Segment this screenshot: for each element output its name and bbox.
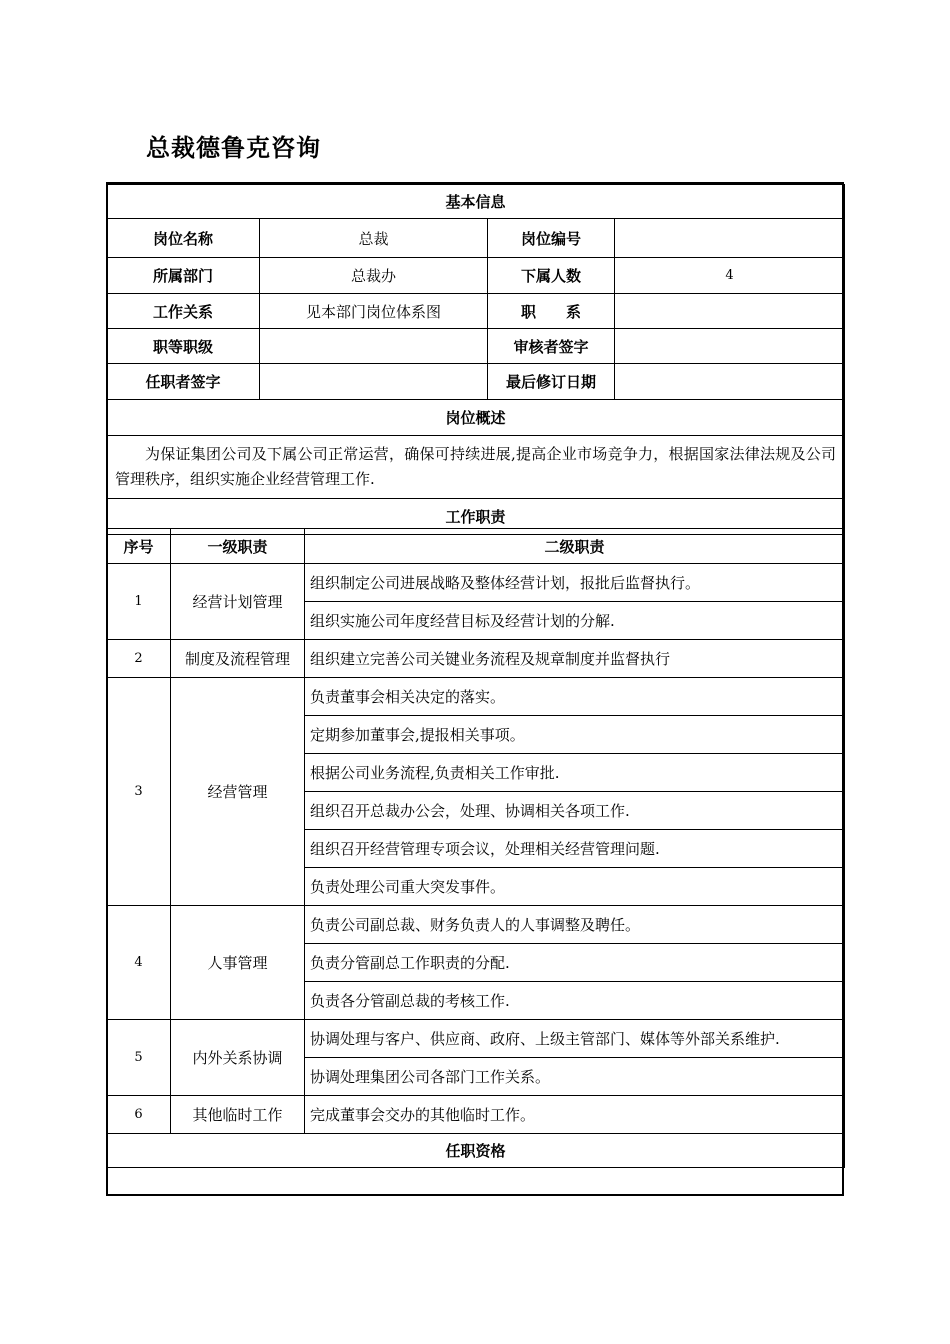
duty-level2: 完成董事会交办的其他临时工作。	[305, 1096, 845, 1134]
basic-info-table	[106, 184, 845, 535]
basic-info-section	[106, 184, 844, 535]
label-job-family: 职 系	[488, 294, 615, 329]
duty-level2: 协调处理集团公司各部门工作关系。	[305, 1058, 845, 1096]
qualification-header: 任职资格	[107, 1134, 845, 1168]
label-holder-signature: 任职者签字	[107, 364, 260, 400]
duty-level2: 负责公司副总裁、财务负责人的人事调整及聘任。	[305, 906, 845, 944]
overview-header: 岗位概述	[107, 400, 845, 436]
duties-table	[106, 528, 845, 1168]
duty-no: 3	[107, 678, 171, 906]
label-subordinates: 下属人数	[488, 258, 615, 294]
duty-level1: 内外关系协调	[171, 1020, 305, 1096]
col-header-no: 序号	[107, 529, 171, 564]
duty-level2: 组织召开经营管理专项会议，处理相关经营管理问题.	[305, 830, 845, 868]
duty-level2: 组织实施公司年度经营目标及经营计划的分解.	[305, 602, 845, 640]
duty-level1: 制度及流程管理	[171, 640, 305, 678]
table-row	[107, 906, 845, 944]
duty-level1: 其他临时工作	[171, 1096, 305, 1134]
value-job-family	[615, 294, 845, 329]
duty-level2: 负责处理公司重大突发事件。	[305, 868, 845, 906]
duties-header: 工作职责	[107, 499, 845, 535]
table-row	[107, 640, 845, 678]
duty-no: 4	[107, 906, 171, 1020]
value-position-name: 总裁	[260, 219, 488, 258]
duty-level2: 负责各分管副总裁的考核工作.	[305, 982, 845, 1020]
overview-text: 为保证集团公司及下属公司正常运营，确保可持续进展,提高企业市场竞争力，根据国家法律法规及公司管理秩序，组织实施企业经营管理工作.	[107, 436, 845, 499]
col-header-level2: 二级职责	[305, 529, 845, 564]
table-row	[107, 1020, 845, 1058]
value-reviewer-signature	[615, 329, 845, 364]
duty-level2: 根据公司业务流程,负责相关工作审批.	[305, 754, 845, 792]
duty-level2: 负责董事会相关决定的落实。	[305, 678, 845, 716]
duty-level2: 定期参加董事会,提报相关事项。	[305, 716, 845, 754]
value-work-relation: 见本部门岗位体系图	[260, 294, 488, 329]
value-department: 总裁办	[260, 258, 488, 294]
label-last-revised: 最后修订日期	[488, 364, 615, 400]
value-last-revised	[615, 364, 845, 400]
label-department: 所属部门	[107, 258, 260, 294]
duty-level1: 人事管理	[171, 906, 305, 1020]
table-row	[107, 564, 845, 602]
duty-level1: 经营计划管理	[171, 564, 305, 640]
value-holder-signature	[260, 364, 488, 400]
duty-level2: 组织建立完善公司关键业务流程及规章制度并监督执行	[305, 640, 845, 678]
table-row	[107, 1096, 845, 1134]
page-title: 总裁德鲁克咨询	[146, 134, 321, 162]
label-reviewer-signature: 审核者签字	[488, 329, 615, 364]
duty-level1: 经营管理	[171, 678, 305, 906]
duty-no: 2	[107, 640, 171, 678]
duty-level2: 协调处理与客户、供应商、政府、上级主管部门、媒体等外部关系维护.	[305, 1020, 845, 1058]
duties-section	[106, 528, 844, 1168]
col-header-level1: 一级职责	[171, 529, 305, 564]
duty-no: 5	[107, 1020, 171, 1096]
basic-info-header: 基本信息	[107, 185, 845, 219]
value-grade	[260, 329, 488, 364]
value-subordinates: 4	[615, 258, 845, 294]
duty-level2: 负责分管副总工作职责的分配.	[305, 944, 845, 982]
label-position-name: 岗位名称	[107, 219, 260, 258]
duty-no: 1	[107, 564, 171, 640]
label-position-code: 岗位编号	[488, 219, 615, 258]
duty-no: 6	[107, 1096, 171, 1134]
value-position-code	[615, 219, 845, 258]
label-grade: 职等职级	[107, 329, 260, 364]
table-row	[107, 678, 845, 716]
duty-level2: 组织召开总裁办公会，处理、协调相关各项工作.	[305, 792, 845, 830]
duty-level2: 组织制定公司进展战略及整体经营计划，报批后监督执行。	[305, 564, 845, 602]
label-work-relation: 工作关系	[107, 294, 260, 329]
